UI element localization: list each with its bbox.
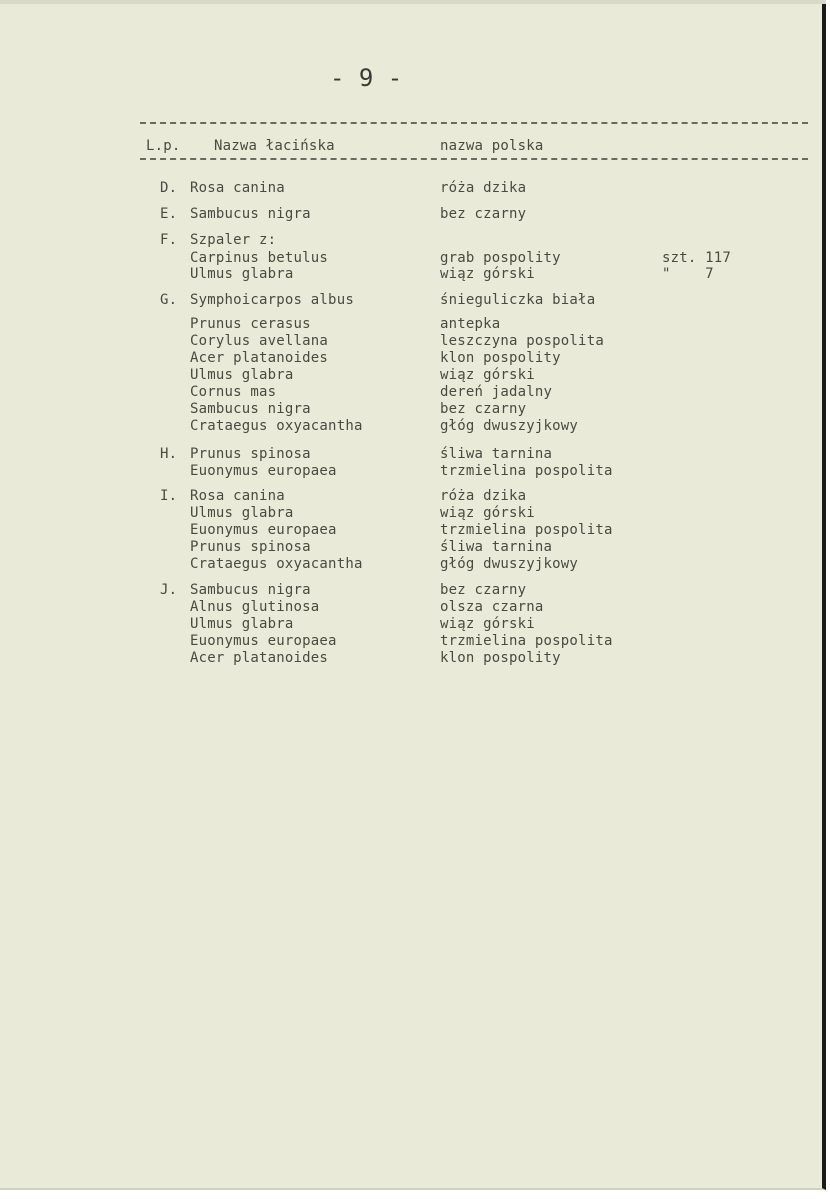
group-label: H. [160, 446, 178, 462]
polish-name: olsza czarna [440, 599, 544, 615]
header-rule-top [140, 122, 808, 124]
polish-name: róża dzika [440, 488, 527, 504]
polish-name: dereń jadalny [440, 384, 553, 400]
polish-name: śliwa tarnina [440, 446, 553, 462]
latin-name: Ulmus glabra [190, 616, 294, 632]
header-rule-bottom [140, 158, 808, 160]
scan-edge [0, 0, 826, 4]
latin-name: Prunus spinosa [190, 539, 311, 555]
latin-name: Cornus mas [190, 384, 277, 400]
group-label: E. [160, 206, 178, 222]
count-value: " 7 [662, 266, 714, 282]
latin-name: Sambucus nigra [190, 401, 311, 417]
polish-name: trzmielina pospolita [440, 633, 613, 649]
polish-name: bez czarny [440, 582, 527, 598]
latin-name: Ulmus glabra [190, 367, 294, 383]
latin-name: Sambucus nigra [190, 206, 311, 222]
latin-name: Alnus glutinosa [190, 599, 320, 615]
latin-name: Rosa canina [190, 180, 285, 196]
latin-name: Prunus spinosa [190, 446, 311, 462]
header-lp: L.p. [146, 138, 181, 154]
page-number: - 9 - [330, 64, 403, 92]
latin-name: Euonymus europaea [190, 633, 337, 649]
polish-name: klon pospolity [440, 350, 561, 366]
latin-name: Symphoicarpos albus [190, 292, 354, 308]
latin-name: Prunus cerasus [190, 316, 311, 332]
latin-name: Carpinus betulus [190, 250, 329, 266]
count-value: szt. 117 [662, 250, 732, 266]
polish-name: róża dzika [440, 180, 527, 196]
polish-name: klon pospolity [440, 650, 561, 666]
latin-name: Rosa canina [190, 488, 285, 504]
polish-name: trzmielina pospolita [440, 522, 613, 538]
header-latin: Nazwa łacińska [214, 138, 335, 154]
latin-name: Crataegus oxyacantha [190, 418, 363, 434]
header-polish: nazwa polska [440, 138, 544, 154]
latin-name: Szpaler z: [190, 232, 277, 248]
group-label: G. [160, 292, 178, 308]
polish-name: głóg dwuszyjkowy [440, 556, 579, 572]
latin-name: Ulmus glabra [190, 266, 294, 282]
latin-name: Ulmus glabra [190, 505, 294, 521]
polish-name: wiąz górski [440, 266, 535, 282]
polish-name: trzmielina pospolita [440, 463, 613, 479]
polish-name: wiąz górski [440, 616, 535, 632]
polish-name: wiąz górski [440, 505, 535, 521]
latin-name: Sambucus nigra [190, 582, 311, 598]
latin-name: Acer platanoides [190, 350, 329, 366]
latin-name: Corylus avellana [190, 333, 329, 349]
polish-name: bez czarny [440, 401, 527, 417]
group-label: D. [160, 180, 178, 196]
polish-name: antepka [440, 316, 501, 332]
polish-name: leszczyna pospolita [440, 333, 604, 349]
latin-name: Crataegus oxyacantha [190, 556, 363, 572]
polish-name: bez czarny [440, 206, 527, 222]
group-label: F. [160, 232, 178, 248]
latin-name: Acer platanoides [190, 650, 329, 666]
latin-name: Euonymus europaea [190, 522, 337, 538]
polish-name: głóg dwuszyjkowy [440, 418, 579, 434]
polish-name: śliwa tarnina [440, 539, 553, 555]
group-label: J. [160, 582, 178, 598]
latin-name: Euonymus europaea [190, 463, 337, 479]
group-label: I. [160, 488, 178, 504]
polish-name: śnieguliczka biała [440, 292, 596, 308]
polish-name: wiąz górski [440, 367, 535, 383]
polish-name: grab pospolity [440, 250, 561, 266]
